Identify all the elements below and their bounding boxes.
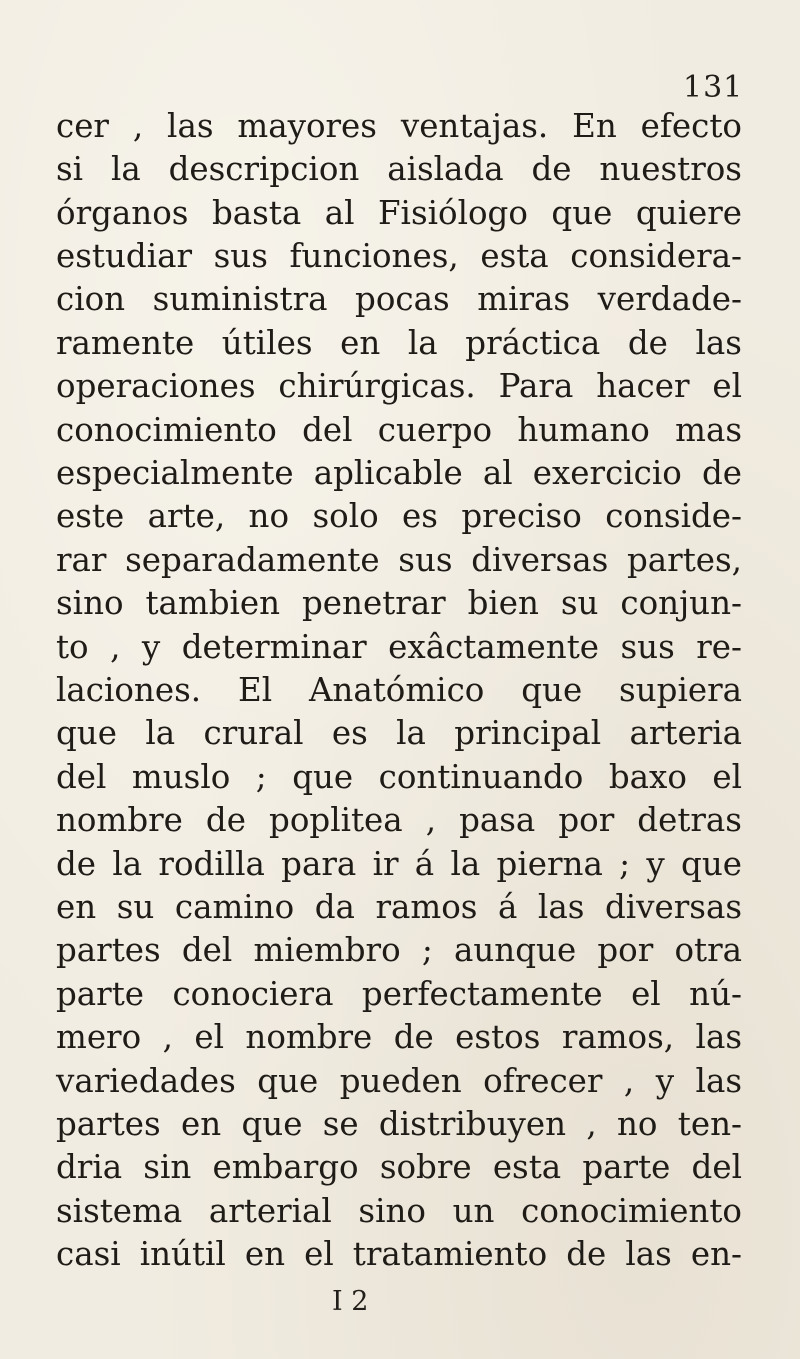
text-line: mero , el nombre de estos ramos, las xyxy=(56,1018,742,1056)
text-line: que la crural es la principal arteria xyxy=(56,714,742,752)
text-line: cer , las mayores ventajas. En efecto xyxy=(56,107,742,145)
text-line: estudiar sus funciones, esta considera- xyxy=(56,237,742,275)
text-line: nombre de poplitea , pasa por detras xyxy=(56,801,742,839)
text-line: sino tambien penetrar bien su conjun- xyxy=(56,584,742,622)
text-line: en su camino da ramos á las diversas xyxy=(56,888,742,926)
text-line: to , y determinar exâctamente sus re- xyxy=(56,628,742,666)
text-line: partes del miembro ; aunque por otra xyxy=(56,931,742,969)
text-line: variedades que pueden ofrecer , y las xyxy=(56,1062,742,1100)
page-number: 131 xyxy=(683,70,744,105)
text-line: órganos basta al Fisiólogo que quiere xyxy=(56,194,742,232)
text-line: laciones. El Anatómico que supiera xyxy=(56,671,742,709)
text-line: de la rodilla para ir á la pierna ; y que xyxy=(56,845,742,883)
text-line: si la descripcion aislada de nuestros xyxy=(56,150,742,188)
signature-mark: I 2 xyxy=(332,1286,369,1317)
text-line: operaciones chirúrgicas. Para hacer el xyxy=(56,367,742,405)
text-line: rar separadamente sus diversas partes, xyxy=(56,541,742,579)
text-line: dria sin embargo sobre esta parte del xyxy=(56,1148,742,1186)
text-line: conocimiento del cuerpo humano mas xyxy=(56,411,742,449)
text-line: ramente útiles en la práctica de las xyxy=(56,324,742,362)
text-line: partes en que se distribuyen , no ten- xyxy=(56,1105,742,1143)
text-line: casi inútil en el tratamiento de las en- xyxy=(56,1235,742,1273)
text-line: este arte, no solo es preciso conside- xyxy=(56,497,742,535)
text-line: sistema arterial sino un conocimiento xyxy=(56,1192,742,1230)
text-line: del muslo ; que continuando baxo el xyxy=(56,758,742,796)
text-line: especialmente aplicable al exercicio de xyxy=(56,454,742,492)
text-line: parte conociera perfectamente el nú- xyxy=(56,975,742,1013)
text-line: cion suministra pocas miras verdade- xyxy=(56,280,742,318)
